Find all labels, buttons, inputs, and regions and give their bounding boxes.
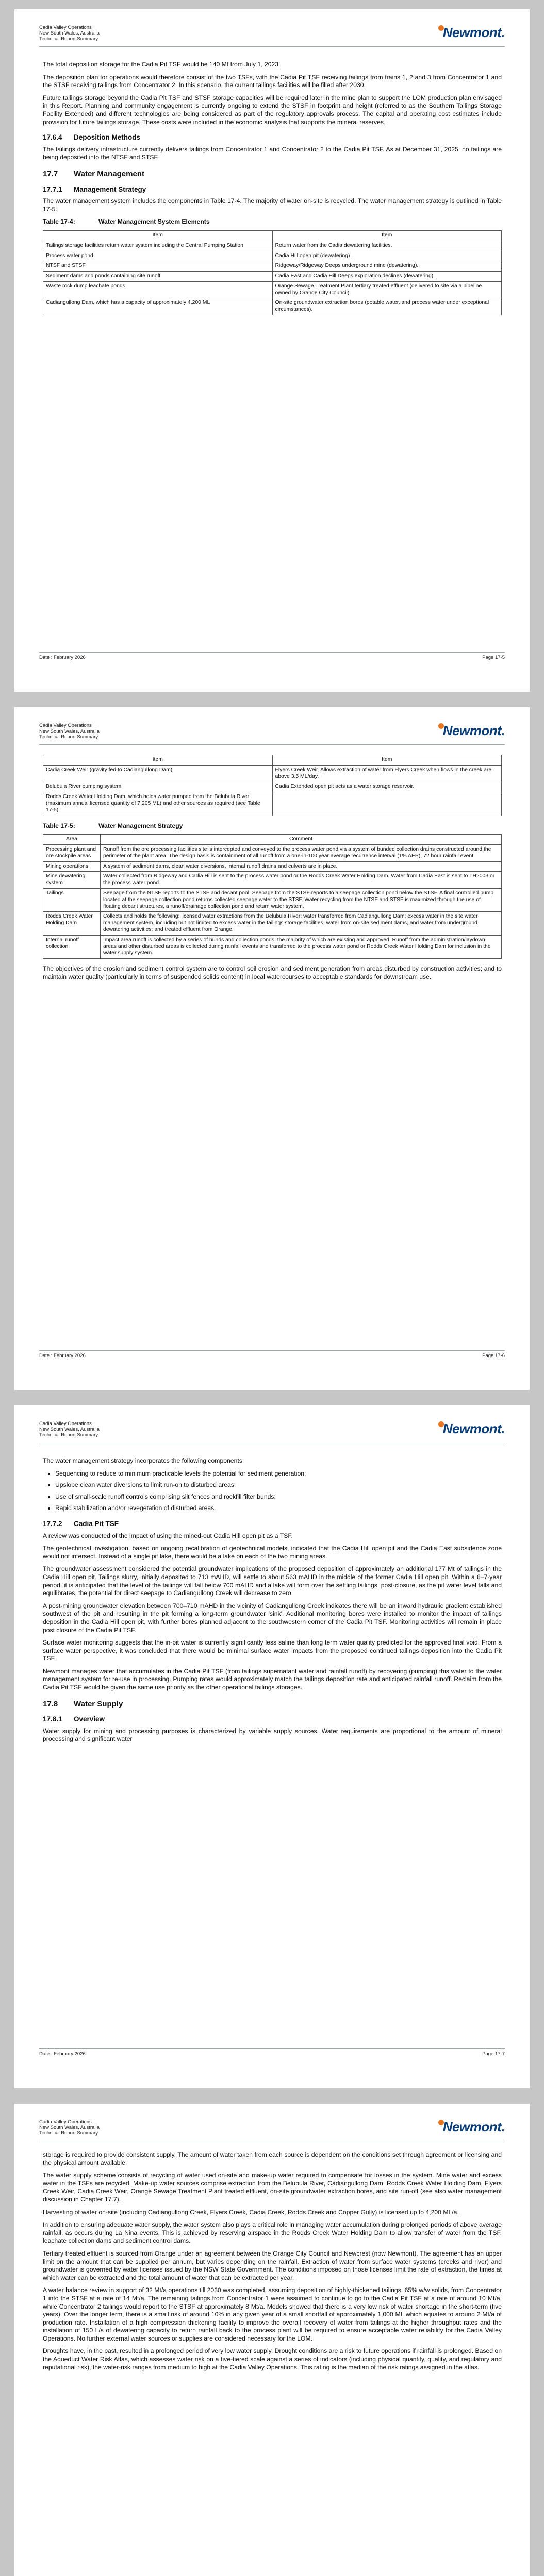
table-cell: Ridgeway/Ridgeway Deeps underground mine (dewatering). (272, 261, 502, 272)
page-header (39, 1421, 505, 1440)
paragraph: A water balance review in support of 32 Mt/a operations till 2030 was completed, assuming deposition of highly-thickened tailings, 65% w/w solids, from Concentrator 1 into the STSF at a rate of 14 Mt/a. The remaining tailings from Concentrator 1 were assumed to continue to go to the Cadia Pit TSF at a rate of around 10 Mt/a, while Concentrator 2 tailings would report to the STSF at approximately 8 Mt/a. Models showed that there is a very low risk of water shortage in the short-term (five years). Over the longer term, there is a small risk of around 10% in any given year of a small shortfall of approximately 1,000 ML which equates to around 2 Mt/a of production rate. Installation of a high compression thickening facility to improve the overall recovery of water from tailings at the higher throughput rates and the installation of 150 L/s of dewatering capacity to return rainfall back to the process plant will be required to ensure acceptable water reliability for the Cadia Valley Operations. No further external water sources or supplies are considered necessary for the LOM. (43, 2286, 502, 2342)
table-cell: Water collected from Ridgeway and Cadia Hill is sent to the process water pond or the Rodds Creek Water Holding Dam. Water from Cadia East is sent to TH2003 or the process water pond. (101, 872, 502, 889)
table-row (43, 765, 502, 782)
water-management-elements-table-continued (43, 755, 502, 816)
section-heading: 17.8.1 Overview (43, 1715, 105, 1723)
newmont-logo: Newmont. (438, 25, 505, 41)
water-management-strategy-table (43, 834, 502, 959)
paragraph: A post-mining groundwater elevation between 700–710 mAHD in the vicinity of Cadiangullong Creek indicates there will be an inward hydraulic gradient established southwest of the pit and resulting in the pit forming a long-term groundwater 'sink'. Additional monitoring bores were installed to monitor the impact of tailings deposition in the Cadia Hill open pit, with further bores planned adjacent to the southwestern corner of the Cadia Pit TSF. Monitoring activities will remain in place post closure of the Cadia Pit TSF. (43, 1602, 502, 1634)
table-cell: NTSF and STSF (43, 261, 273, 272)
table-cell: Processing plant and ore stockpile areas (43, 844, 101, 861)
table-row (43, 844, 502, 861)
table-cell: Runoff from the ore processing facilities site is intercepted and conveyed to the process water pond via a system of bunded collection drains constructed around the perimeter of the plant area. The design basis is containment of all runoff from a one-in-100 year average recurrence interval (1% AEP), 72 hour rainfall event. (101, 844, 502, 861)
paragraph: In addition to ensuring adequate water supply, the water system also plays a critical role in managing water accumulation during prolonged periods of above average rainfall, as occurs during La Nina events. This is achieved by reserving airspace in the Rodds Creek Water Holding Dam to allow transfer of water from the TSF, leachate collection dams and sediment control dams. (43, 2221, 502, 2245)
table-cell: Seepage from the NTSF reports to the STSF and decant pool. Seepage from the STSF reports to a seepage collection pond below the STSF. A final controlled pump located at the seepage collection pond returns collected seepage water to the STSF. Water recycling from the NTSF and STSF is maximized through the use of floating decant structures, a runoff/drainage collection pond and return water system. (101, 888, 502, 911)
table-cell: Mine dewatering system (43, 872, 101, 889)
section-heading: 17.7.2 Cadia Pit TSF (43, 1519, 119, 1528)
paragraph: The geotechnical investigation, based on ongoing recalibration of geotechnical models, indicated that the Cadia Hill open pit and the Cadia East subsidence zone would not intersect. Instead of a single pit lake, there would be a lake on each of the two mining areas. (43, 1545, 502, 1560)
table-cell: Internal runoff collection (43, 935, 101, 958)
paragraph: Future tailings storage beyond the Cadia Pit TSF and STSF storage capacities will be required later in the mine plan to support the LOM production plan envisaged in this Report. Planning and community engagement is currently ongoing to extend the STSF in footprint and height (referred to as the Southern Tailings Storage Facility Extended) and different technologies are being considered as part of the regulatory approvals process. The capital and operating cost estimates include provision for future tailings storage. These costs were included in the economic analysis that supports the mineral reserves. (43, 94, 502, 126)
table-cell: Orange Sewage Treatment Plant tertiary treated effluent (delivered to site via a pipeline owned by Orange City Council). (272, 281, 502, 298)
page-footer (39, 2048, 505, 2057)
table-cell: Rodds Creek Water Holding Dam, which holds water pumped from the Belubula River (maximum annual licensed quantity of 7,205 ML) and other sources as required (see Table 17-5). (43, 792, 273, 816)
header-line: Cadia Valley Operations (39, 2119, 92, 2125)
paragraph: The groundwater assessment considered the potential groundwater implications of the proposed deposition of approximately an additional 177 Mt of tailings in the Cadia Hill open pit. Tailings slurry, initially deposited to 713 mAHD, will settle to about 563 mAHD in the middle of the former Cadia Hill open pit. Within a 6–7-year period, it is anticipated that the level of the tailings will fall below 700 mAHD and a lake will form over the settling tailings. post-closure, as the pit water level falls and equilibrates, the potential for direct seepage to Cadiangullong Creek will decrease to zero. (43, 1565, 502, 1597)
section-heading: 17.7.1 Management Strategy (43, 185, 146, 193)
header-rule (39, 744, 505, 745)
report-page-3 (14, 1405, 530, 2088)
table-row (43, 888, 502, 911)
paragraph: Newmont manages water that accumulates in the Cadia Pit TSF (from tailings supernatant water and rainfall runoff) by recovering (pumping) this water to the water management system for re-use in processing. Pumping rates would approximately match the tailings deposition rate and anticipated rainfall runoff. Reclaim from the Cadia Pit TSF would be given the same use priority as the other operational tailings storages. (43, 1667, 502, 1691)
table-cell: Tailings storage facilities return water system including the Central Pumping Station (43, 241, 273, 251)
table-caption: Table 17-4: Water Management System Elements (43, 218, 210, 226)
paragraph: Tertiary treated effluent is sourced from Orange under an agreement between the Orange City Council and Newcrest (now Newmont). The agreement has an upper limit on the amount that can be supplied per annum, but varies depending on the rainfall. Extraction of water from surface water systems (creeks and river) and groundwater is governed by water licenses issued by the NSW State Government. The conditions imposed on those licenses limit the rate of extraction, the times at which water can be extracted and the total amount of water that can be extracted per year. (43, 2249, 502, 2281)
header-line: New South Wales, Australia (39, 30, 100, 36)
bullet-list (43, 1470, 502, 1513)
page-header (39, 25, 505, 44)
list-item: • Sequencing to reduce to minimum practicable levels the potential for sediment generation; (55, 1470, 502, 1478)
page-body (43, 61, 502, 321)
header-line: Technical Report Summary (39, 1432, 98, 1438)
table-cell: Impact area runoff is collected by a series of bunds and collection ponds, the majority of which are existing and approved. Runoff from the administration/laydown areas and other disturbed areas is collected during rainfall events and transferred to the process water pond or Rodds Creek Water Holding Dam for inclusion in the water supply system. (101, 935, 502, 958)
table-header: Item (272, 230, 502, 241)
paragraph: The tailings delivery infrastructure currently delivers tailings from Concentrator 1 and Concentrator 2 to the Cadia Pit TSF. As at December 31, 2025, no tailings are being deposited into the NTSF and STSF. (43, 145, 502, 161)
table-cell: Flyers Creek Weir. Allows extraction of water from Flyers Creek when flows in the creek are above 3.5 ML/day. (272, 765, 502, 782)
paragraph: A review was conducted of the impact of using the mined-out Cadia Hill open pit as a TSF. (43, 1532, 293, 1539)
header-rule (39, 46, 505, 47)
table-row (43, 298, 502, 315)
table-cell: Waste rock dump leachate ponds (43, 281, 273, 298)
footer-date: Date : February 2026 (39, 2051, 86, 2057)
table-cell: Tailings (43, 888, 101, 911)
table-cell: Mining operations (43, 861, 101, 872)
paragraph: The water management strategy incorporates the following components: (43, 1457, 244, 1464)
header-text (39, 723, 100, 740)
table-cell: On-site groundwater extraction bores (potable water, and process water under exceptional circumstances). (272, 298, 502, 315)
report-page-2 (14, 707, 530, 1390)
table-row (43, 935, 502, 958)
paragraph: Harvesting of water on-site (including Cadiangullong Creek, Flyers Creek, Cadia Creek, Rodds Creek and Copper Gully) is licensed up to 4,200 ML/a. (43, 2208, 459, 2216)
list-item: • Rapid stabilization and/or revegetation of disturbed areas. (55, 1504, 502, 1513)
table-header: Area (43, 835, 101, 845)
header-line: Technical Report Summary (39, 734, 98, 740)
header-line: New South Wales, Australia (39, 1427, 100, 1432)
table-cell: Sediment dams and ponds containing site runoff (43, 272, 273, 282)
page-number: Page 17-5 (482, 655, 505, 660)
report-page-1 (14, 9, 530, 692)
paragraph: storage is required to provide consistent supply. The amount of water taken from each source is dependent on the conditions set through agreement or licensing and the physical amount available. (43, 2151, 502, 2166)
newmont-logo: Newmont. (438, 2119, 505, 2135)
table-row (43, 782, 502, 792)
table-row (43, 912, 502, 935)
table-cell: Belubula River pumping system (43, 782, 273, 792)
table-row (43, 272, 502, 282)
paragraph: Surface water monitoring suggests that the in-pit water is currently significantly less saline than long term water quality predicted for the approved final void. From a surface water perspective, it was concluded that there would be minimal surface water impacts from the proposed continued tailings deposition into the Cadia Pit TSF. (43, 1639, 502, 1663)
table-header: Comment (101, 835, 502, 845)
paragraph: The deposition plan for operations would therefore consist of the two TSFs, with the Cadia Pit TSF receiving tailings from trains 1, 2 and 3 from Concentrator 1 and the STSF receiving tailings from Concentrator 2. In this scenario, the current tailings facilities will be filled after 2030. (43, 73, 502, 89)
page-footer (39, 652, 505, 660)
table-row (43, 251, 502, 261)
table-cell: Cadia East and Cadia Hill Deeps exploration declines (dewatering). (272, 272, 502, 282)
page-header (39, 723, 505, 742)
paragraph: The objectives of the erosion and sediment control system are to control soil erosion and sediment generation from areas disturbed by construction activities; and to maintain water quality (particularly in terms of suspended solids content) in local watercourses to acceptable standards for downstream use. (43, 965, 502, 980)
table-row (43, 872, 502, 889)
footer-date: Date : February 2026 (39, 655, 86, 660)
table-caption: Table 17-5: Water Management Strategy (43, 822, 183, 829)
page-number: Page 17-6 (482, 1353, 505, 1359)
header-line: New South Wales, Australia (39, 2125, 100, 2130)
table-cell: Rodds Creek Water Holding Dam (43, 912, 101, 935)
footer-date: Date : February 2026 (39, 1353, 86, 1359)
table-cell: Cadia Extended open pit acts as a water storage reservoir. (272, 782, 502, 792)
report-page-4 (14, 2104, 530, 2576)
table-cell: A system of sediment dams, clean water diversions, internal runoff drains and culverts are in place. (101, 861, 502, 872)
header-line: Cadia Valley Operations (39, 25, 92, 30)
paragraph: Droughts have, in the past, resulted in a prolonged period of very low water supply. Drought conditions are a risk to future operations if rainfall is prolonged. Based on the Aqueduct Water Risk Atlas, which assesses water risk on a five-tiered scale against a series of indicators (including physical quantity, quality, and regulatory and reputational risk), the water-risk ranges from medium to high at the Cadia Valley Operations. This rating is the median of the risk ratings assigned in the atlas. (43, 2347, 502, 2371)
page-header (39, 2119, 505, 2139)
section-heading: 17.6.4 Deposition Methods (43, 133, 140, 142)
table-cell: Return water from the Cadia dewatering facilities. (272, 241, 502, 251)
header-text (39, 25, 100, 42)
header-line: Cadia Valley Operations (39, 723, 92, 728)
table-cell: Collects and holds the following: licensed water extractions from the Belubula River; water transferred from Cadiangullong Dam; excess water in the site water management system, including but not limited to excess water in the tailings storage facilities, water from on-site sediment dams, and water from underground dewatering activities; and treated effluent from Orange. (101, 912, 502, 935)
newmont-logo: Newmont. (438, 1421, 505, 1437)
paragraph: The total deposition storage for the Cadia Pit TSF would be 140 Mt from July 1, 2023. (43, 61, 281, 68)
header-line: Technical Report Summary (39, 2130, 98, 2136)
table-cell: Process water pond (43, 251, 273, 261)
header-line: Cadia Valley Operations (39, 1421, 92, 1427)
header-line: Technical Report Summary (39, 36, 98, 42)
table-row (43, 261, 502, 272)
header-text (39, 1421, 100, 1438)
page-body (43, 755, 502, 986)
table-cell: Cadia Creek Weir (gravity fed to Cadiangullong Dam) (43, 765, 273, 782)
list-item: • Upslope clean water diversions to limit run-on to disturbed areas; (55, 1481, 502, 1489)
section-heading: 17.7 Water Management (43, 169, 144, 178)
page-body (43, 2151, 502, 2376)
section-heading: 17.8 Water Supply (43, 1699, 123, 1708)
table-row (43, 792, 502, 816)
page-body (43, 1457, 502, 1748)
page-footer (39, 1350, 505, 1359)
table-header: Item (43, 230, 273, 241)
table-cell: Cadia Hill open pit (dewatering). (272, 251, 502, 261)
table-header: Item (272, 755, 502, 766)
table-row (43, 241, 502, 251)
header-line: New South Wales, Australia (39, 728, 100, 734)
newmont-logo: Newmont. (438, 723, 505, 739)
water-management-elements-table (43, 230, 502, 315)
list-item: • Use of small-scale runoff controls comprising silt fences and rockfill filter bunds; (55, 1493, 502, 1501)
header-text (39, 2119, 100, 2136)
paragraph: The water supply scheme consists of recycling of water used on-site and make-up water required to compensate for losses in the system. Mine water and excess water in the TSFs are recycled. Make-up water sources comprise extraction from the Belubula River, Cadiangullong Dam, Rodds Creek Water Holding Dam, Flyers Creek Weir, Cadia Creek Weir, Orange Sewage Treatment Plant treated effluent, on-site groundwater extraction bores, and site run-off (see also water management discussion in Chapter 17.7). (43, 2172, 502, 2203)
table-row (43, 861, 502, 872)
paragraph: The water management system includes the components in Table 17-4. The majority of water on-site is recycled. The water management strategy is outlined in Table 17-5. (43, 197, 502, 213)
paragraph: Water supply for mining and processing purposes is characterized by variable supply sources. Water requirements are proportional to the amount of mineral processing and significant water (43, 1727, 502, 1743)
table-cell: Cadiangullong Dam, which has a capacity of approximately 4,200 ML (43, 298, 273, 315)
page-number: Page 17-7 (482, 2051, 505, 2057)
table-header: Item (43, 755, 273, 766)
table-row (43, 281, 502, 298)
table-cell (272, 792, 502, 816)
